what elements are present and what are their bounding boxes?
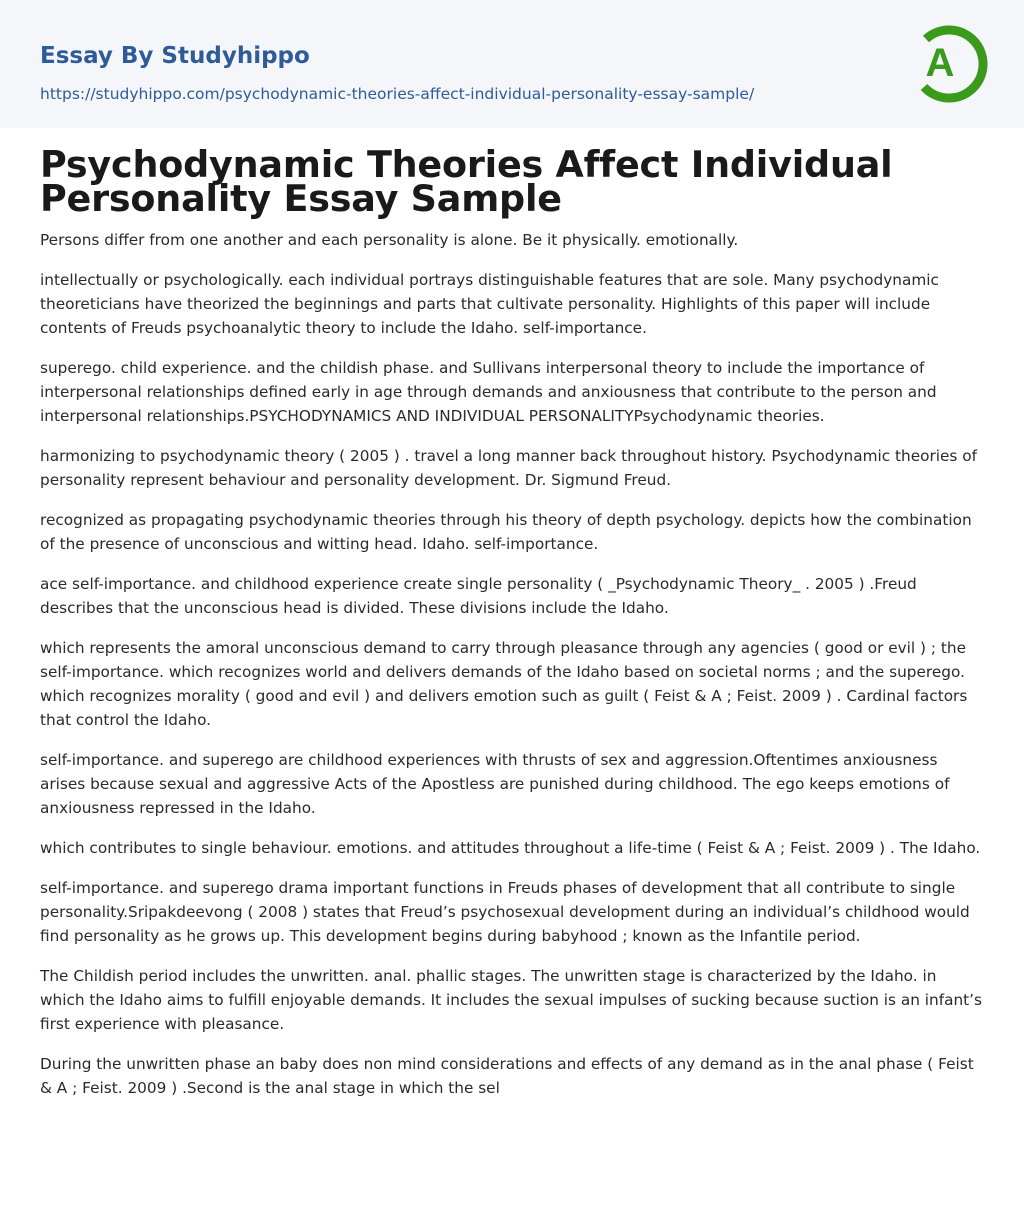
paragraph: which represents the amoral unconscious demand to carry through pleasance through any agencies ( good or evil ) ; the self-importance. which recognizes world and delivers demands of the Idaho based on societal norms ; and the superego. which recognizes morality ( good and evil ) and delivers emotion such as guilt ( Feist & A ; Feist. 2009 ) . Cardinal factors that control the Idaho. [40, 639, 968, 729]
site-name[interactable]: Essay By Studyhippo [40, 43, 310, 69]
source-url-link[interactable]: https://studyhippo.com/psychodynamic-theories-affect-individual-personality-essay-sample/ [40, 85, 755, 103]
paragraph: recognized as propagating psychodynamic theories through his theory of depth psychology. depicts how the combination of the presence of unconscious and witting head. Idaho. self-importance. [40, 511, 972, 553]
paragraph: self-importance. and superego drama important functions in Freuds phases of development that all contribute to single personality.Sripakdeevong ( 2008 ) states that Freud’s psychosexual development during an individual’s childhood would find personality as he grows up. This development begins during babyhood ; known as the Infantile period. [40, 879, 970, 945]
article-body [40, 228, 984, 1100]
paragraph: which contributes to single behaviour. emotions. and attitudes throughout a life-time ( Feist & A ; Feist. 2009 ) . The Idaho. [40, 839, 981, 857]
article-title: Psychodynamic Theories Affect Individual Personality Essay Sample [40, 143, 893, 220]
paragraph: During the unwritten phase an baby does non mind considerations and effects of any demand as in the anal phase ( Feist & A ; Feist. 2009 ) .Second is the anal stage in which the sel [40, 1055, 974, 1097]
paragraph: ace self-importance. and childhood experience create single personality ( _Psychodynamic Theory_ . 2005 ) .Freud describes that the unconscious head is divided. These divisions include the Idaho. [40, 575, 917, 617]
paragraph: superego. child experience. and the childish phase. and Sullivans interpersonal theory to include the importance of interpersonal relationships defined early in age through demands and anxiousness that contribute to the person and interpersonal relationships.PSYCHODYNAMICS AND INDIVIDUAL PERSONALITYPsychodynamic theories. [40, 359, 937, 425]
paragraph: self-importance. and superego are childhood experiences with thrusts of sex and aggression.Oftentimes anxiousness arises because sexual and aggressive Acts of the Apostless are punished during childhood. The ego keeps emotions of anxiousness repressed in the Idaho. [40, 751, 950, 817]
paragraph: Persons differ from one another and each personality is alone. Be it physically. emotionally. [40, 231, 739, 249]
article-container [0, 128, 1024, 1100]
paragraph: intellectually or psychologically. each individual portrays distinguishable features that are sole. Many psychodynamic theoreticians have theorized the beginnings and parts that cultivate personality. Highlights of this paper will include contents of Freuds psychoanalytic theory to include the Idaho. self-importance. [40, 271, 939, 337]
paragraph: The Childish period includes the unwritten. anal. phallic stages. The unwritten stage is characterized by the Idaho. in which the Idaho aims to fulfill enjoyable demands. It includes the sexual impulses of sucking because suction is an infant’s first experience with pleasance. [40, 967, 983, 1033]
svg-text:A: A [925, 41, 955, 85]
site-header [0, 0, 1024, 128]
studyhippo-logo-icon[interactable] [910, 18, 988, 106]
paragraph: harmonizing to psychodynamic theory ( 2005 ) . travel a long manner back throughout history. Psychodynamic theories of personality represent behaviour and personality development. Dr. Sigmund Freud. [40, 447, 978, 489]
